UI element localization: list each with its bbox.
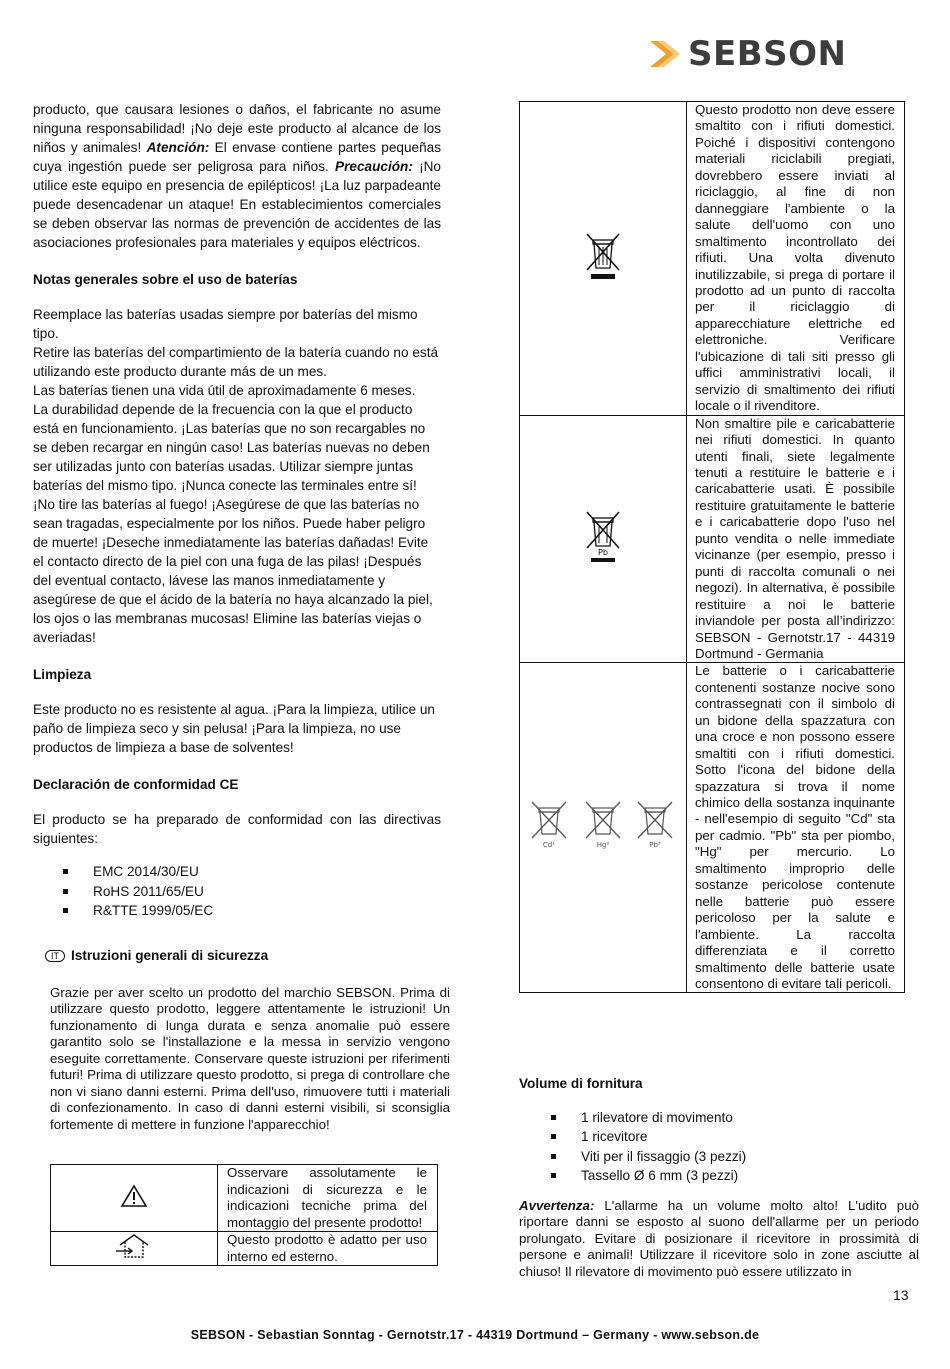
- crossed-bin-pb-small-icon: [638, 802, 672, 849]
- table-row: [51, 1232, 438, 1266]
- battery-text: Reemplace las baterías usadas siempre por baterías del mismo tipo. Retire las baterías del compartimiento de la batería cuando no está utilizando este producto durante más de un mes. Las baterías tienen una vida útil de aproximadamente 6 meses. La durabilidad depende de la frecuencia con la que el producto está en funcionamiento. ¡Las baterías que no son recargables no se deben recargar en ningún caso! Las baterías nuevas no deben ser utilizadas junto con baterías usadas. Utilizar siempre juntas baterías del mismo tipo. ¡Nunca conecte las terminales entre sí! ¡No tire las baterías al fuego! ¡Asegúrese de que las baterías no sean tragadas, especialmente por los niños. Puede haber peligro de muerte! ¡Deseche inmediatamente las baterías dañadas! Evite el contacto directo de la piel con una fuga de las pilas! ¡Después del eventual contacto, lávese las manos inmediatamente y asegúrese de que el ácido de la batería no haya alcanzado la piel, los ojos o las membranas mucosas! Elimine las baterías viejas o averiadas!: [33, 307, 439, 645]
- table-text-cell: Non smaltire pile e caricabatterie nei rifiuti domestici. In quanto utenti finali, siete legalmente tenuti a restituire le batterie e i caricabatterie usati. È possibile restituire gratuitamente le batterie e i caricabatterie dopo l'uso nel punto vendita o nelle immediate vicinanze (per esempio, presso i punti di raccolta comunali o nei negozi). In alternativa, è possibile restituire a noi le batterie inviandole per posta all’indirizzo: SEBSON - Gernotstr.17 - 44319 Dortmund - Germania: [687, 415, 905, 663]
- table-icon-cell: [51, 1232, 218, 1266]
- bin-pb-label: Pb: [598, 547, 608, 557]
- crossed-bins-chemicals-icon: [528, 800, 678, 852]
- intro-text-3: ¡No utilice este equipo en presencia de epilépticos! ¡La luz parpadeante puede desencadenar un ataque! En establecimientos comerciales se deben observar las normas de prevención de accidentes de las asociaciones profesionales para materiales y equipos eléctricos.: [33, 159, 441, 250]
- intro-text-1: producto, que causara lesiones o daños, el fabricante no asume ninguna responsabilidad! ¡No deje este producto al alcance de los niños y animales!: [33, 102, 441, 155]
- table-icon-cell: [520, 663, 687, 993]
- list-item: R&TTE 1999/05/EC: [61, 901, 441, 921]
- table-row: [51, 1165, 438, 1232]
- brand-name: SEBSON: [688, 34, 847, 74]
- table-text-cell: Osservare assolutamente le indicazioni di sicurezza e le indicazioni tecniche prima del montaggio del presente prodotto!: [218, 1165, 438, 1232]
- left-column: [33, 100, 441, 921]
- list-item: 1 rilevatore di movimento: [549, 1108, 919, 1128]
- list-item: 1 ricevitore: [549, 1127, 919, 1147]
- crossed-bin-hg-icon: [586, 802, 620, 849]
- cleaning-text: Este producto no es resistente al agua. ¡Para la limpieza, utilice un paño de limpieza seco y sin pelusa! ¡Para la limpieza, no use productos de limpieza a base de solventes!: [33, 702, 435, 755]
- warning-label: Avvertenza:: [519, 1197, 595, 1213]
- crossed-bin-cd-icon: [532, 802, 566, 849]
- crossed-bin-pb-icon: [583, 510, 623, 564]
- warning-triangle-icon: [120, 1184, 148, 1208]
- list-item: Viti per il fissaggio (3 pezzi): [549, 1147, 919, 1167]
- cleaning-heading: Limpieza: [33, 667, 92, 682]
- italian-heading-text: Istruzioni generali di sicurezza: [71, 948, 269, 963]
- ce-heading: Declaración de conformidad CE: [33, 777, 239, 792]
- intro-paragraph: [33, 100, 441, 252]
- list-item: EMC 2014/30/EU: [61, 862, 441, 882]
- warning-text: L'allarme ha un volume molto alto! L'udito può riportare danni se esposto al suono dell'allarme per un periodo prolungato. Evitare di posizionare il ricevitore in prossimità di persone e animali! Utilizzare il ricevitore solo in zone asciutte al chiuso! Il rilevatore di movimento può essere utilizzato in: [519, 1197, 919, 1279]
- italian-heading: [45, 948, 450, 965]
- warning-paragraph: [519, 1198, 919, 1281]
- crossed-bin-icon: [583, 230, 623, 282]
- table-row: [520, 415, 905, 663]
- table-icon-cell: [520, 415, 687, 663]
- house-indoor-outdoor-icon: [116, 1232, 152, 1260]
- italian-section: [50, 948, 450, 1146]
- delivery-list: [519, 1108, 919, 1186]
- directive-list: [33, 862, 441, 921]
- table-icon-cell: [520, 102, 687, 416]
- page-number: 13: [893, 1287, 909, 1303]
- bin-pb3-label: Pb³: [649, 840, 661, 849]
- sebson-chevron-icon: [648, 37, 682, 71]
- table-text-cell: Le batterie o i caricabatterie contenenti sostanze nocive sono contrassegnati con il simbolo di un bidone della spazzatura con una croce e non possono essere smaltiti con i rifiuti domestici. Sotto l'icona del bidone della spazzatura si trova il nome chimico della sostanza inquinante - nell'esempio di seguito "Cd" sta per cadmio. "Pb" sta per piombo, "Hg" per mercurio. Lo smaltimento improprio delle sostanze pericolose contenute nelle batterie può essere pericoloso per la salute e l'ambiente. La raccolta differenziata e il corretto smaltimento delle batterie usate consentono di evitare tali pericoli.: [687, 663, 905, 993]
- table-text-cell: Questo prodotto è adatto per uso interno ed esterno.: [218, 1232, 438, 1266]
- page-footer: SEBSON - Sebastian Sonntag - Gernotstr.17 - 44319 Dortmund – Germany - www.sebson.de: [190, 1328, 760, 1342]
- list-item: RoHS 2011/65/EU: [61, 882, 441, 902]
- table-row: [520, 102, 905, 416]
- bin-cd-label: Cd¹: [542, 840, 556, 849]
- intro-text-2: El envase contiene partes pequeñas cuya ingestión puede ser peligrosa para niños.: [33, 140, 441, 174]
- delivery-heading: Volume di fornitura: [519, 1076, 643, 1091]
- table-icon-cell: [51, 1165, 218, 1232]
- attention-label: Atención:: [146, 140, 210, 155]
- battery-heading: Notas generales sobre el uso de baterías: [33, 272, 298, 287]
- list-item: Tassello Ø 6 mm (3 pezzi): [549, 1166, 919, 1186]
- table-text-cell: Questo prodotto non deve essere smaltito con i rifiuti domestici. Poiché i dispositivi contengono materiali riciclabili pregiati, dovrebbero essere inviati al riciclaggio, al fine di non danneggiare l'ambiente o la salute dell'uomo con uno smaltimento incontrollato dei rifiuti. Una volta divenuto inutilizzabile, si prega di portare il prodotto ad un punto di raccolta per il riciclaggio di apparecchiature elettriche ed elettroniche. Verificare l'ubicazione di tali siti presso gli uffici amministrativi locali, il servizio di smaltimento dei rifiuti locale o il rivenditore.: [687, 102, 905, 416]
- bin-hg-label: Hg²: [596, 840, 610, 849]
- ce-text: El producto se ha preparado de conformidad con las directivas siguientes:: [33, 812, 441, 846]
- safety-table: [50, 1164, 438, 1266]
- brand-logo: [648, 34, 858, 74]
- caution-label: Precaución:: [335, 159, 413, 174]
- table-row: [520, 663, 905, 993]
- language-badge: IT: [45, 950, 65, 962]
- delivery-section: [519, 1074, 919, 1293]
- disposal-table: [519, 101, 905, 993]
- italian-body: Grazie per aver scelto un prodotto del marchio SEBSON. Prima di utilizzare questo prodotto, leggere attentamente le istruzioni! Un funzionamento di lunga durata e senza anomalie può essere garantito solo se l'installazione e la messa in servizio vengono eseguite correttamente. Conservare queste istruzioni per riferimenti futuri! Prima di utilizzare questo prodotto, si prega di controllare che non vi siano danni esterni. Prima dell'uso, rimuovere tutti i materiali di confezionamento. In caso di danni esterni visibili, si sconsiglia fortemente di mettere in funzione l'apparecchio!: [50, 984, 450, 1132]
